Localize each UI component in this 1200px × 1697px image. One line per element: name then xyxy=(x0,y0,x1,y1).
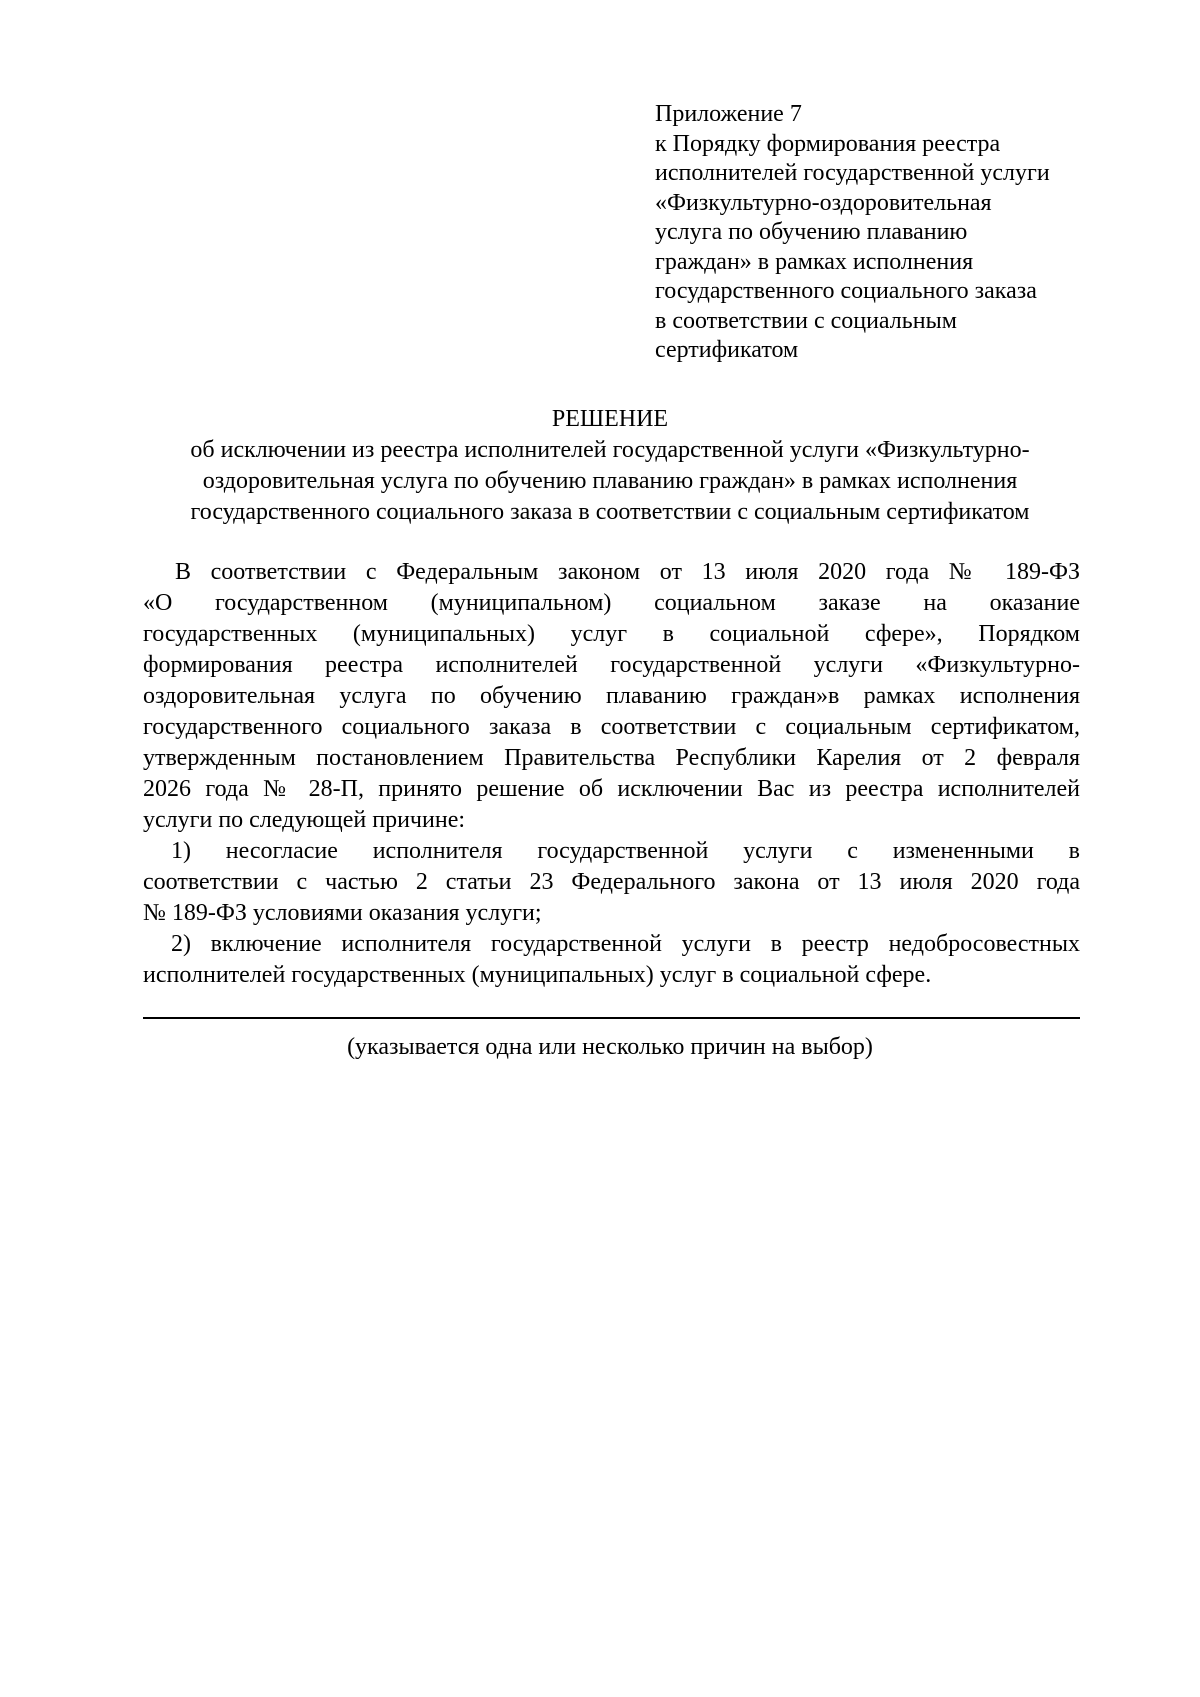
body-line: государственных (муниципальных) услуг в социальной сфере», Порядком xyxy=(143,621,1080,647)
reason-2-line: исполнителей государственных (муниципальных) услуг в социальной сфере. xyxy=(143,962,932,988)
appendix-line: «Физкультурно-оздоровительная xyxy=(655,189,992,216)
body-line: услуги по следующей причине: xyxy=(143,807,466,833)
body-line: «О государственном (муниципальном) социальном заказе на оказание xyxy=(143,590,1080,616)
subtitle-line: об исключении из реестра исполнителей государственной услуги «Физкультурно- xyxy=(190,437,1030,463)
reason-1-line: соответствии с частью 2 статьи 23 Федерального закона от 13 июля 2020 года xyxy=(143,869,1080,895)
appendix-line: в соответствии с социальным xyxy=(655,307,957,334)
appendix-line: сертификатом xyxy=(655,337,799,363)
subtitle-line: оздоровительная услуга по обучению плаванию граждан» в рамках исполнения xyxy=(202,468,1018,494)
body-line: В соответствии с Федеральным законом от 13 июля 2020 года № 189-ФЗ xyxy=(175,559,1080,585)
appendix-line: к Порядку формирования реестра xyxy=(655,130,1001,157)
appendix-header xyxy=(655,100,1115,366)
body-line: 2026 года № 28-П, принято решение об исключении Вас из реестра исполнителей xyxy=(143,776,1080,802)
reason-note: (указывается одна или несколько причин на выбор) xyxy=(347,1034,873,1060)
reason-1-line: 1) несогласие исполнителя государственной услуги с измененными в xyxy=(171,838,1080,864)
body-line: утвержденным постановлением Правительства Республики Карелия от 2 февраля xyxy=(143,745,1080,771)
document-subtitle xyxy=(140,435,1080,528)
reason-2-line: 2) включение исполнителя государственной услуги в реестр недобросовестных xyxy=(171,931,1080,957)
appendix-line: исполнителей государственной услуги xyxy=(655,160,1050,186)
appendix-line: Приложение 7 xyxy=(655,101,802,127)
appendix-line: государственного социального заказа xyxy=(655,278,1037,304)
appendix-line: граждан» в рамках исполнения xyxy=(655,248,974,275)
document-title: РЕШЕНИЕ xyxy=(551,406,669,432)
body-line: формирования реестра исполнителей государственной услуги «Физкультурно- xyxy=(143,652,1080,678)
subtitle-line: государственного социального заказа в соответствии с социальным сертификатом xyxy=(190,499,1030,525)
appendix-line: услуга по обучению плаванию xyxy=(655,219,968,245)
signature-rule xyxy=(143,1017,1080,1019)
body-line: оздоровительная услуга по обучению плаванию граждан»в рамках исполнения xyxy=(143,683,1080,709)
document-body xyxy=(143,557,1080,991)
body-line: государственного социального заказа в соответствии с социальным сертификатом, xyxy=(143,714,1080,740)
reason-1-line: № 189-ФЗ условиями оказания услуги; xyxy=(143,900,542,926)
